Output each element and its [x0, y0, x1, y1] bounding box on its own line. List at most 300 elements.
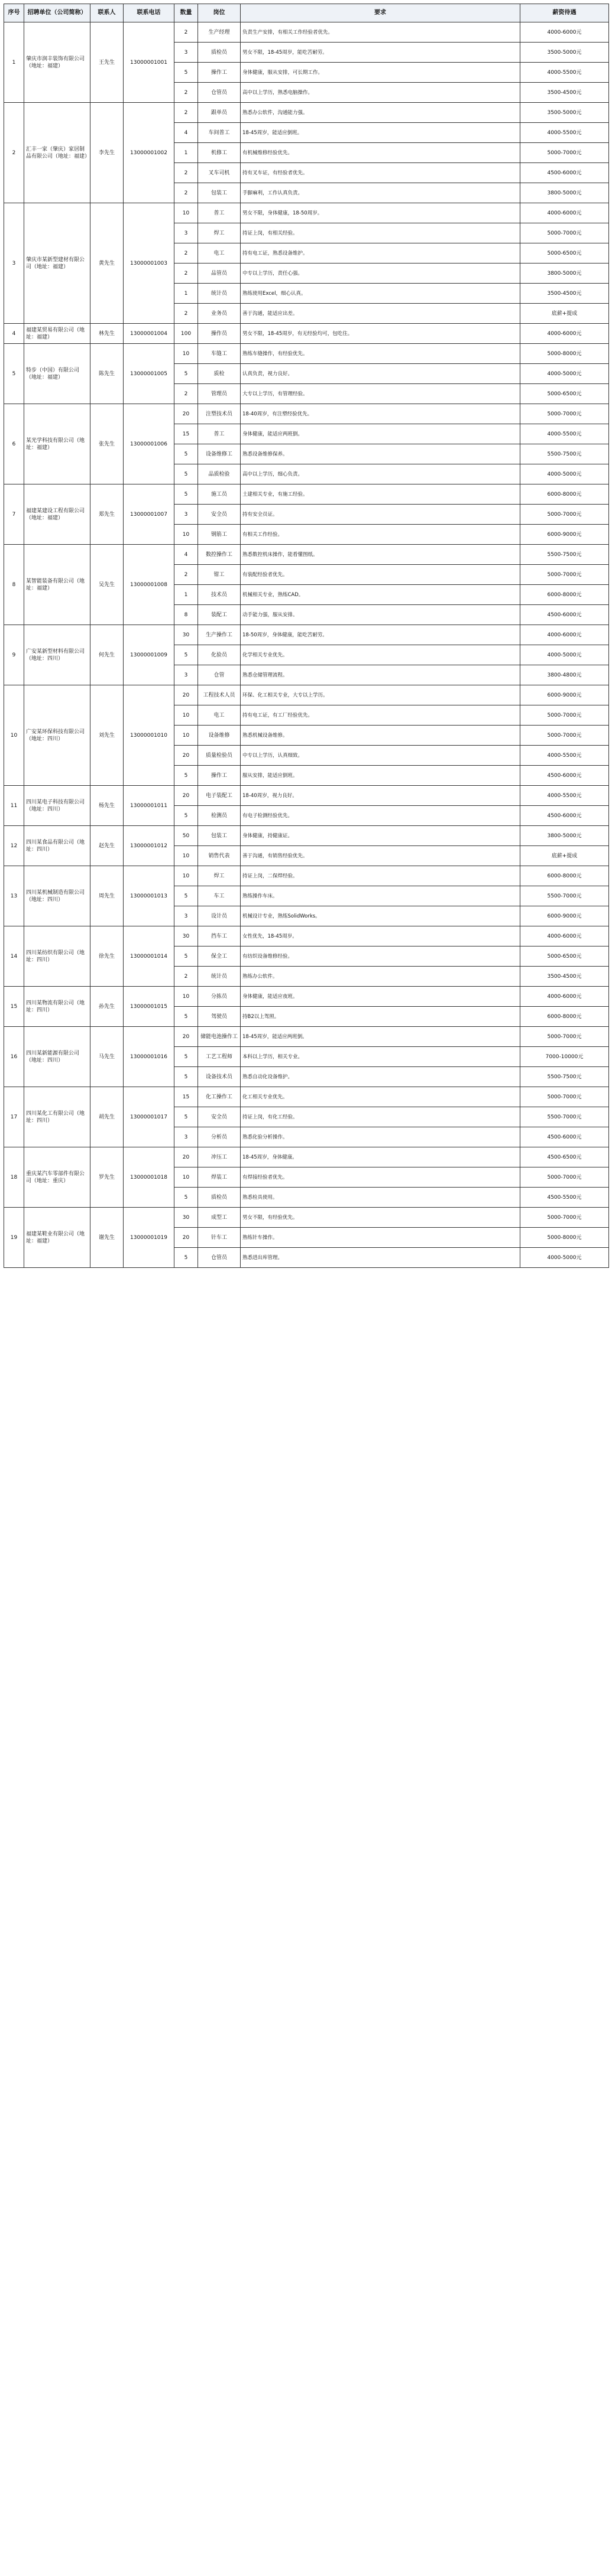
job-requirements: 持证上岗，有化工经验。 — [241, 1107, 520, 1127]
contact-person: 罗先生 — [90, 1147, 124, 1208]
contact-person: 刘先生 — [90, 685, 124, 786]
job-requirements: 身体健康，服从安排，可长期工作。 — [241, 63, 520, 83]
company-name: 肇庆市某新型建材有限公司（地址：福建） — [24, 203, 90, 324]
job-salary: 底薪+提成 — [520, 846, 609, 866]
job-salary: 5000-7000元 — [520, 726, 609, 746]
job-count: 10 — [174, 525, 198, 545]
job-count: 2 — [174, 565, 198, 585]
job-salary: 4000-5500元 — [520, 786, 609, 806]
job-count: 3 — [174, 505, 198, 525]
contact-phone: 13000001018 — [124, 1147, 174, 1208]
contact-phone: 13000001012 — [124, 826, 174, 866]
job-requirements: 女性优先，18-45周岁。 — [241, 926, 520, 947]
job-salary: 5000-8000元 — [520, 344, 609, 364]
job-requirements: 本科以上学历，相关专业。 — [241, 1047, 520, 1067]
company-no: 16 — [4, 1027, 24, 1087]
job-requirements: 熟悉仓储管理流程。 — [241, 665, 520, 685]
job-salary: 4000-6000元 — [520, 987, 609, 1007]
company-name: 四川某新能源有限公司（地址：四川） — [24, 1027, 90, 1087]
job-requirements: 男女不限，身体健康，18-50周岁。 — [241, 203, 520, 223]
job-requirements: 男女不限，18-45周岁，能吃苦耐劳。 — [241, 43, 520, 63]
job-requirements: 中专以上学历，认真细致。 — [241, 746, 520, 766]
table-row — [4, 1087, 609, 1107]
job-title: 仓管 — [198, 665, 241, 685]
job-salary: 5000-6500元 — [520, 384, 609, 404]
contact-phone: 13000001017 — [124, 1087, 174, 1147]
col-header-company: 招聘单位（公司简称） — [24, 4, 90, 22]
job-salary: 4000-6000元 — [520, 926, 609, 947]
job-count: 30 — [174, 1208, 198, 1228]
job-count: 2 — [174, 243, 198, 264]
job-salary: 5000-7000元 — [520, 565, 609, 585]
job-count: 10 — [174, 1167, 198, 1188]
job-title: 操作工 — [198, 766, 241, 786]
company-name: 广安某环保科技有限公司（地址：四川） — [24, 685, 90, 786]
company-name: 福建某鞋业有限公司（地址：福建） — [24, 1208, 90, 1268]
job-salary: 5000-7000元 — [520, 705, 609, 726]
job-salary: 5000-7000元 — [520, 1027, 609, 1047]
job-salary: 4000-5000元 — [520, 464, 609, 484]
job-title: 包装工 — [198, 183, 241, 203]
job-count: 2 — [174, 83, 198, 103]
header-row — [4, 4, 609, 22]
job-title: 焊装工 — [198, 1167, 241, 1188]
job-title: 设计员 — [198, 906, 241, 926]
job-requirements: 身体健康，能适应夜班。 — [241, 987, 520, 1007]
job-requirements: 环保、化工相关专业，大专以上学历。 — [241, 685, 520, 705]
company-name: 广安某新型材料有限公司（地址：四川） — [24, 625, 90, 685]
contact-phone: 13000001014 — [124, 926, 174, 987]
job-title: 成型工 — [198, 1208, 241, 1228]
job-salary: 5000-7000元 — [520, 1208, 609, 1228]
job-salary: 6000-8000元 — [520, 866, 609, 886]
job-count: 5 — [174, 947, 198, 967]
contact-person: 周先生 — [90, 866, 124, 926]
table-row — [4, 987, 609, 1007]
contact-person: 黄先生 — [90, 203, 124, 324]
job-salary: 3800-5000元 — [520, 183, 609, 203]
job-count: 2 — [174, 384, 198, 404]
job-title: 检测员 — [198, 806, 241, 826]
job-title: 机修工 — [198, 143, 241, 163]
job-count: 2 — [174, 183, 198, 203]
job-salary: 3800-5000元 — [520, 264, 609, 284]
job-salary: 5500-7500元 — [520, 545, 609, 565]
company-no: 17 — [4, 1087, 24, 1147]
job-requirements: 有装配经验者优先。 — [241, 565, 520, 585]
company-name: 福建某贸易有限公司（地址：福建） — [24, 324, 90, 344]
col-header-contact: 联系人 — [90, 4, 124, 22]
job-title: 驾驶员 — [198, 1007, 241, 1027]
job-requirements: 熟练使用Excel，细心认真。 — [241, 284, 520, 304]
table-row — [4, 404, 609, 424]
job-requirements: 机械相关专业，熟练CAD。 — [241, 585, 520, 605]
contact-person: 马先生 — [90, 1027, 124, 1087]
col-header-salary: 薪资待遇 — [520, 4, 609, 22]
job-salary: 4000-6000元 — [520, 625, 609, 645]
contact-phone: 13000001016 — [124, 1027, 174, 1087]
job-requirements: 持证上岗，有相关经验。 — [241, 223, 520, 243]
job-count: 5 — [174, 1067, 198, 1087]
contact-person: 王先生 — [90, 22, 124, 103]
job-salary: 4000-5500元 — [520, 63, 609, 83]
company-no: 3 — [4, 203, 24, 324]
job-requirements: 有机械维修经验优先。 — [241, 143, 520, 163]
job-title: 普工 — [198, 203, 241, 223]
job-salary: 4000-5000元 — [520, 364, 609, 384]
table-row — [4, 625, 609, 645]
job-title: 化验员 — [198, 645, 241, 665]
job-count: 5 — [174, 444, 198, 464]
job-count: 10 — [174, 705, 198, 726]
company-no: 11 — [4, 786, 24, 826]
job-requirements: 熟练操作车床。 — [241, 886, 520, 906]
job-count: 5 — [174, 886, 198, 906]
job-requirements: 持有叉车证，有经验者优先。 — [241, 163, 520, 183]
col-header-no: 序号 — [4, 4, 24, 22]
company-name: 重庆某汽车零部件有限公司（地址：重庆） — [24, 1147, 90, 1208]
job-title: 销售代表 — [198, 846, 241, 866]
company-no: 12 — [4, 826, 24, 866]
table-row — [4, 1027, 609, 1047]
company-no: 2 — [4, 103, 24, 203]
job-requirements: 18-45周岁，身体健康。 — [241, 1147, 520, 1167]
job-title: 冲压工 — [198, 1147, 241, 1167]
company-no: 14 — [4, 926, 24, 987]
contact-phone: 13000001009 — [124, 625, 174, 685]
contact-person: 何先生 — [90, 625, 124, 685]
job-count: 20 — [174, 404, 198, 424]
company-name: 福建某建设工程有限公司（地址：福建） — [24, 484, 90, 545]
job-requirements: 负责生产安排，有相关工作经验者优先。 — [241, 22, 520, 43]
job-count: 10 — [174, 846, 198, 866]
job-count: 4 — [174, 545, 198, 565]
job-title: 安全员 — [198, 505, 241, 525]
company-no: 7 — [4, 484, 24, 545]
job-salary: 4500-6000元 — [520, 605, 609, 625]
job-title: 钢筋工 — [198, 525, 241, 545]
job-salary: 4000-5500元 — [520, 424, 609, 444]
job-requirements: 有电子检测经验优先。 — [241, 806, 520, 826]
job-title: 操作工 — [198, 63, 241, 83]
job-count: 1 — [174, 585, 198, 605]
job-count: 5 — [174, 1248, 198, 1268]
job-title: 质检员 — [198, 1188, 241, 1208]
contact-phone: 13000001005 — [124, 344, 174, 404]
contact-phone: 13000001010 — [124, 685, 174, 786]
job-count: 3 — [174, 906, 198, 926]
job-title: 焊工 — [198, 223, 241, 243]
job-salary: 3500-5000元 — [520, 43, 609, 63]
job-count: 20 — [174, 1027, 198, 1047]
contact-person: 徐先生 — [90, 926, 124, 987]
job-title: 质量检验员 — [198, 746, 241, 766]
job-salary: 4000-5000元 — [520, 645, 609, 665]
job-salary: 6000-8000元 — [520, 585, 609, 605]
job-requirements: 持有电工证，熟悉设备维护。 — [241, 243, 520, 264]
job-title: 钳工 — [198, 565, 241, 585]
job-requirements: 中专以上学历，责任心强。 — [241, 264, 520, 284]
company-name: 四川某机械制造有限公司（地址：四川） — [24, 866, 90, 926]
company-no: 10 — [4, 685, 24, 786]
job-salary: 4500-6000元 — [520, 163, 609, 183]
table-row — [4, 685, 609, 705]
contact-person: 陈先生 — [90, 344, 124, 404]
job-title: 注塑技术员 — [198, 404, 241, 424]
job-salary: 底薪+提成 — [520, 304, 609, 324]
contact-person: 郑先生 — [90, 484, 124, 545]
job-salary: 5000-7000元 — [520, 223, 609, 243]
job-title: 统计员 — [198, 967, 241, 987]
job-salary: 5500-7000元 — [520, 886, 609, 906]
contact-person: 赵先生 — [90, 826, 124, 866]
job-requirements: 身体健康，持健康证。 — [241, 826, 520, 846]
company-no: 1 — [4, 22, 24, 103]
job-salary: 3500-5000元 — [520, 103, 609, 123]
contact-phone: 13000001007 — [124, 484, 174, 545]
col-header-requirements: 要求 — [241, 4, 520, 22]
job-salary: 3800-4800元 — [520, 665, 609, 685]
contact-phone: 13000001013 — [124, 866, 174, 926]
company-name: 四川某物流有限公司（地址：四川） — [24, 987, 90, 1027]
job-salary: 4500-6000元 — [520, 806, 609, 826]
col-header-position: 岗位 — [198, 4, 241, 22]
job-salary: 5000-7000元 — [520, 404, 609, 424]
job-requirements: 18-40周岁，视力良好。 — [241, 786, 520, 806]
table-row — [4, 203, 609, 223]
job-requirements: 土建相关专业，有施工经验。 — [241, 484, 520, 505]
job-count: 2 — [174, 304, 198, 324]
job-salary: 4500-5500元 — [520, 1188, 609, 1208]
job-requirements: 18-50周岁，身体健康，能吃苦耐劳。 — [241, 625, 520, 645]
job-count: 20 — [174, 1228, 198, 1248]
job-title: 设备维修工 — [198, 444, 241, 464]
job-salary: 3800-5000元 — [520, 826, 609, 846]
job-requirements: 大专以上学历，有管理经验。 — [241, 384, 520, 404]
contact-person: 林先生 — [90, 324, 124, 344]
job-count: 15 — [174, 424, 198, 444]
job-title: 电工 — [198, 243, 241, 264]
job-title: 设备技术员 — [198, 1067, 241, 1087]
job-requirements: 认真负责，视力良好。 — [241, 364, 520, 384]
company-no: 13 — [4, 866, 24, 926]
contact-person: 吴先生 — [90, 545, 124, 625]
contact-phone: 13000001003 — [124, 203, 174, 324]
job-count: 30 — [174, 926, 198, 947]
table-row — [4, 22, 609, 43]
job-count: 3 — [174, 665, 198, 685]
job-count: 10 — [174, 344, 198, 364]
job-requirements: 持B2以上驾照。 — [241, 1007, 520, 1027]
contact-person: 杨先生 — [90, 786, 124, 826]
table-row — [4, 1208, 609, 1228]
job-requirements: 化工相关专业优先。 — [241, 1087, 520, 1107]
job-count: 20 — [174, 685, 198, 705]
job-count: 5 — [174, 464, 198, 484]
job-salary: 3500-4500元 — [520, 967, 609, 987]
job-count: 5 — [174, 364, 198, 384]
job-count: 2 — [174, 22, 198, 43]
company-name: 肇庆市润丰装饰有限公司（地址：福建） — [24, 22, 90, 103]
job-title: 品质检验 — [198, 464, 241, 484]
job-title: 仓管员 — [198, 1248, 241, 1268]
job-title: 业务员 — [198, 304, 241, 324]
company-no: 5 — [4, 344, 24, 404]
company-name: 四川某电子科技有限公司（地址：四川） — [24, 786, 90, 826]
job-title: 分拣员 — [198, 987, 241, 1007]
company-no: 9 — [4, 625, 24, 685]
job-requirements: 高中以上学历，熟悉电脑操作。 — [241, 83, 520, 103]
company-no: 19 — [4, 1208, 24, 1268]
job-salary: 4500-6000元 — [520, 766, 609, 786]
job-title: 包装工 — [198, 826, 241, 846]
job-title: 车间普工 — [198, 123, 241, 143]
job-salary: 3500-4500元 — [520, 83, 609, 103]
job-salary: 3500-4500元 — [520, 284, 609, 304]
contact-phone: 13000001001 — [124, 22, 174, 103]
job-salary: 7000-10000元 — [520, 1047, 609, 1067]
job-salary: 5000-7000元 — [520, 143, 609, 163]
company-name: 某光学科技有限公司（地址：福建） — [24, 404, 90, 484]
job-salary: 5000-6500元 — [520, 243, 609, 264]
job-count: 100 — [174, 324, 198, 344]
table-row — [4, 866, 609, 886]
job-salary: 4000-5000元 — [520, 1248, 609, 1268]
job-count: 2 — [174, 264, 198, 284]
company-no: 15 — [4, 987, 24, 1027]
job-count: 5 — [174, 63, 198, 83]
job-requirements: 男女不限，有经验优先。 — [241, 1208, 520, 1228]
contact-phone: 13000001011 — [124, 786, 174, 826]
job-title: 装配工 — [198, 605, 241, 625]
job-title: 储能电池操作工 — [198, 1027, 241, 1047]
job-title: 车工 — [198, 886, 241, 906]
job-count: 5 — [174, 766, 198, 786]
job-title: 跟单员 — [198, 103, 241, 123]
job-requirements: 熟练针车操作。 — [241, 1228, 520, 1248]
job-count: 8 — [174, 605, 198, 625]
job-title: 分析员 — [198, 1127, 241, 1147]
job-title: 操作员 — [198, 324, 241, 344]
job-salary: 6000-9000元 — [520, 685, 609, 705]
job-count: 3 — [174, 1127, 198, 1147]
job-count: 10 — [174, 987, 198, 1007]
job-requirements: 18-40周岁，有注塑经验优先。 — [241, 404, 520, 424]
contact-phone: 13000001015 — [124, 987, 174, 1027]
job-requirements: 熟练办公软件。 — [241, 967, 520, 987]
recruitment-sheet — [4, 4, 608, 1268]
job-salary: 4500-6500元 — [520, 1147, 609, 1167]
job-title: 技术员 — [198, 585, 241, 605]
job-count: 20 — [174, 1147, 198, 1167]
job-requirements: 服从安排，能适应倒班。 — [241, 766, 520, 786]
job-title: 针车工 — [198, 1228, 241, 1248]
job-requirements: 熟悉机械设备维修。 — [241, 726, 520, 746]
company-name: 某智能装备有限公司（地址：福建） — [24, 545, 90, 625]
job-requirements: 高中以上学历，细心负责。 — [241, 464, 520, 484]
job-title: 质检员 — [198, 43, 241, 63]
job-title: 普工 — [198, 424, 241, 444]
job-requirements: 18-45周岁，能适应倒班。 — [241, 123, 520, 143]
job-salary: 5000-7000元 — [520, 505, 609, 525]
job-title: 数控操作工 — [198, 545, 241, 565]
job-title: 安全员 — [198, 1107, 241, 1127]
job-salary: 5000-6500元 — [520, 947, 609, 967]
company-no: 6 — [4, 404, 24, 484]
job-count: 10 — [174, 203, 198, 223]
contact-phone: 13000001019 — [124, 1208, 174, 1268]
contact-phone: 13000001006 — [124, 404, 174, 484]
contact-phone: 13000001004 — [124, 324, 174, 344]
job-count: 3 — [174, 223, 198, 243]
job-requirements: 熟悉自动化设备维护。 — [241, 1067, 520, 1087]
job-salary: 4000-5500元 — [520, 123, 609, 143]
table-row — [4, 1147, 609, 1167]
job-title: 质检 — [198, 364, 241, 384]
job-count: 2 — [174, 163, 198, 183]
table-row — [4, 786, 609, 806]
company-no: 4 — [4, 324, 24, 344]
contact-person: 谢先生 — [90, 1208, 124, 1268]
table-row — [4, 344, 609, 364]
job-count: 1 — [174, 284, 198, 304]
job-salary: 5500-7000元 — [520, 1107, 609, 1127]
job-count: 5 — [174, 1107, 198, 1127]
job-requirements: 熟悉办公软件，沟通能力强。 — [241, 103, 520, 123]
job-salary: 5500-7500元 — [520, 1067, 609, 1087]
table-row — [4, 103, 609, 123]
job-requirements: 有焊接经验者优先。 — [241, 1167, 520, 1188]
job-count: 2 — [174, 967, 198, 987]
company-name: 汇丰一家（肇庆）家居制品有限公司（地址：福建） — [24, 103, 90, 203]
job-salary: 5500-7500元 — [520, 444, 609, 464]
job-title: 工程技术人员 — [198, 685, 241, 705]
job-requirements: 18-45周岁，能适应两班倒。 — [241, 1027, 520, 1047]
job-requirements: 持证上岗，二保焊经验。 — [241, 866, 520, 886]
company-name: 四川某纺织有限公司（地址：四川） — [24, 926, 90, 987]
job-requirements: 身体健康，能适应两班倒。 — [241, 424, 520, 444]
company-name: 四川某化工有限公司（地址：四川） — [24, 1087, 90, 1147]
job-title: 化工操作工 — [198, 1087, 241, 1107]
contact-phone: 13000001002 — [124, 103, 174, 203]
contact-person: 孙先生 — [90, 987, 124, 1027]
job-title: 电子装配工 — [198, 786, 241, 806]
job-title: 车缝工 — [198, 344, 241, 364]
contact-phone: 13000001008 — [124, 545, 174, 625]
job-salary: 4000-6000元 — [520, 22, 609, 43]
job-requirements: 善于沟通，有销售经验优先。 — [241, 846, 520, 866]
recruitment-table — [4, 4, 609, 1268]
table-row — [4, 826, 609, 846]
table-row — [4, 484, 609, 505]
job-requirements: 手脚麻利，工作认真负责。 — [241, 183, 520, 203]
job-requirements: 持有安全员证。 — [241, 505, 520, 525]
job-title: 生产经理 — [198, 22, 241, 43]
contact-person: 李先生 — [90, 103, 124, 203]
job-title: 仓管员 — [198, 83, 241, 103]
job-salary: 4000-6000元 — [520, 203, 609, 223]
job-salary: 5000-8000元 — [520, 1228, 609, 1248]
job-count: 3 — [174, 43, 198, 63]
job-title: 施工员 — [198, 484, 241, 505]
job-salary: 6000-9000元 — [520, 906, 609, 926]
job-title: 统计员 — [198, 284, 241, 304]
job-requirements: 动手能力强，服从安排。 — [241, 605, 520, 625]
job-count: 10 — [174, 726, 198, 746]
job-title: 叉车司机 — [198, 163, 241, 183]
contact-person: 胡先生 — [90, 1087, 124, 1147]
job-requirements: 化学相关专业优先。 — [241, 645, 520, 665]
